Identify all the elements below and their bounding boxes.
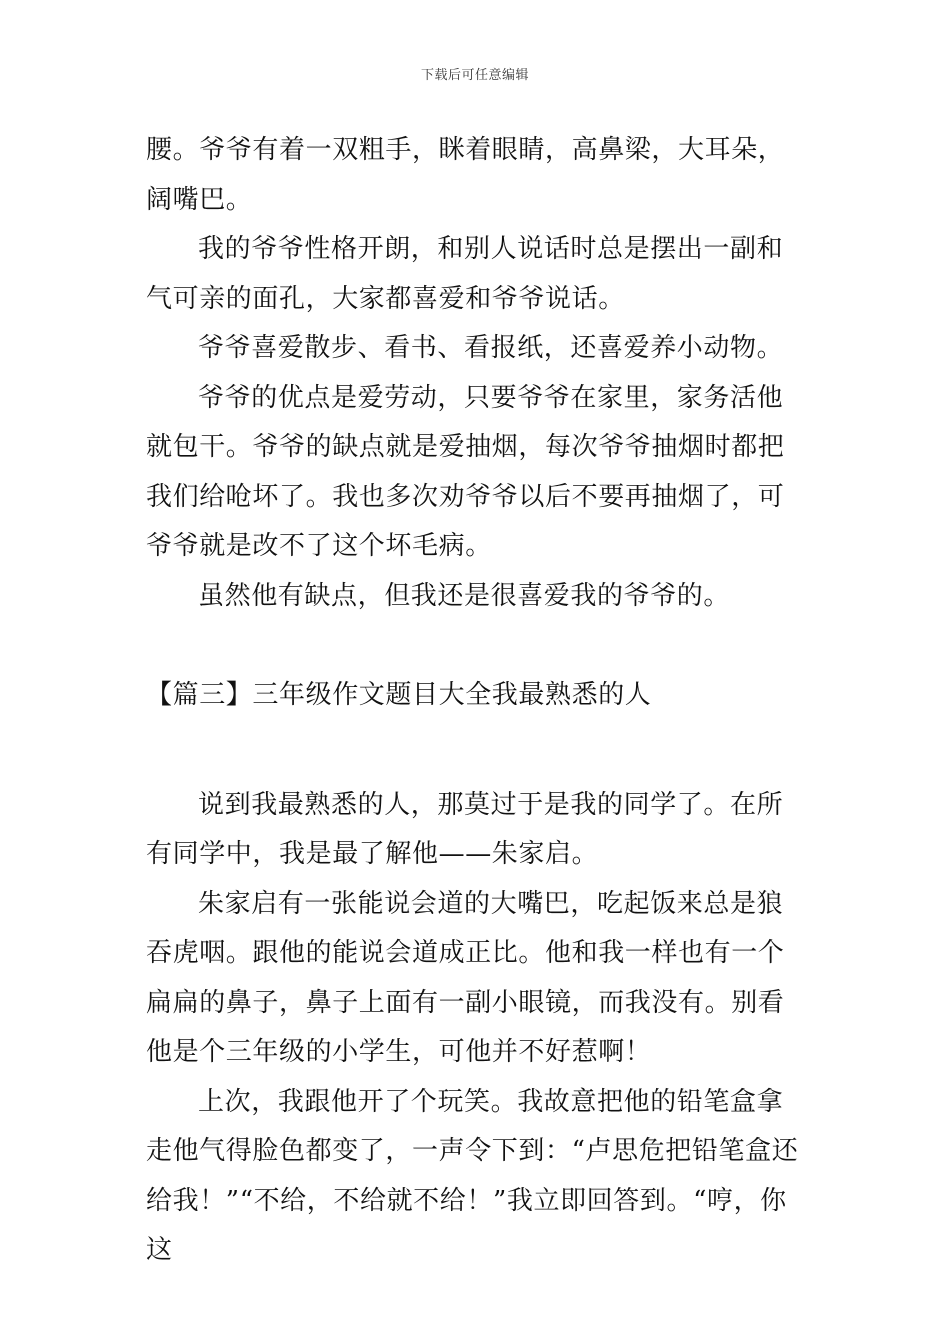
spacer <box>146 621 808 671</box>
page-header: 下载后可任意编辑 <box>420 68 529 83</box>
paragraph: 我的爷爷性格开朗，和别人说话时总是摆出一副和气可亲的面孔，大家都喜爱和爷爷说话。 <box>146 234 784 314</box>
paragraph: 爷爷喜爱散步、看书、看报纸，还喜爱养小动物。 <box>198 333 784 363</box>
paragraph: 爷爷的优点是爱劳动，只要爷爷在家里，家务活他就包干。爷爷的缺点就是爱抽烟，每次爷爷抽烟时都把我们给呛坏了。我也多次劝爷爷以后不要再抽烟了，可爷爷就是改不了这个坏毛病。 <box>146 382 785 561</box>
paragraph: 说到我最熟悉的人，那莫过于是我的同学了。在所有同学中，我是最了解他——朱家启。 <box>146 789 784 869</box>
paragraph: 虽然他有缺点，但我还是很喜爱我的爷爷的。 <box>198 580 731 611</box>
paragraph: 朱家启有一张能说会道的大嘴巴，吃起饭来总是狼吞虎咽。跟他的能说会道成正比。他和我一样也有一个扁扁的鼻子，鼻子上面有一副小眼镜，而我没有。别看他是个三年级的小学生，可他并不好惹啊！ <box>146 888 785 1067</box>
spacer <box>146 721 808 781</box>
paragraph-continuation: 腰。爷爷有着一双粗手，眯着眼睛，高鼻梁，大耳朵，阔嘴巴。 <box>146 135 785 215</box>
paragraph: 上次，我跟他开了个玩笑。我故意把他的铅笔盒拿走他气得脸色都变了，一声令下到：“卢思危把铅笔盒还给我！”“不给，不给就不给！”我立即回答到。“哼，你这 <box>146 1086 799 1265</box>
section-title: 【篇三】三年级作文题目大全我最熟悉的人 <box>146 680 652 710</box>
document-body <box>146 126 808 1276</box>
